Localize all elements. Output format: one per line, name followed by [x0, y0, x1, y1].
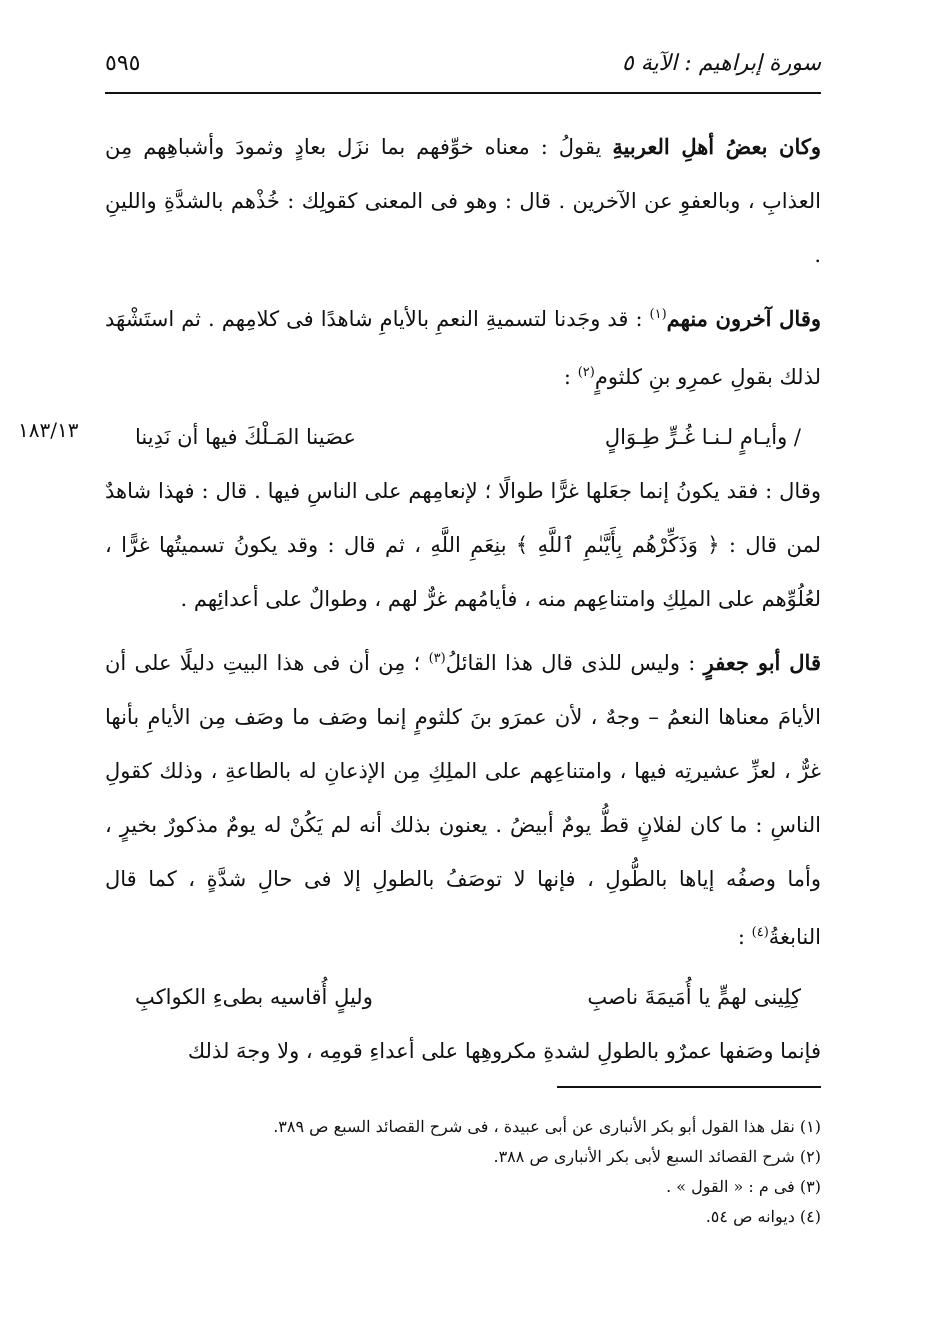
paragraph-5: فإنما وصَفها عمرٌو بالطولِ لشدةِ مكروهِها على أعداءِ قومِه ، ولا وجهَ لذلك	[187, 1039, 821, 1063]
verse-2-second-hemistich: وليلٍ أُقاسيه بطىءِ الكواكبِ	[135, 985, 373, 1009]
paragraph-1-text: يقولُ : معناه خوِّفهم بما نزَل بعادٍ وثمودَ وأشباهِهم مِن العذابِ ، وبالعفوِ عن الآخرين . قال : وهو فى المعنى كقولِك : خُذْهم بالشدَّةِ واللينِ .	[105, 135, 821, 267]
footnote-2: (٢) شرح القصائد السبع لأبى بكر الأنبارى ص ٣٨٨.	[493, 1147, 821, 1166]
verse-1-first-hemistich: / وأيـامٍ لـنـا غُـرٍّ طِـوَالٍ	[604, 425, 801, 449]
margin-reference: ١٨٣/١٣	[18, 418, 79, 442]
verse-2-first-hemistich: كِلِينى لهمٍّ يا أُمَيمَةَ ناصبِ	[587, 985, 801, 1009]
page-header	[105, 40, 821, 86]
paragraph-3: وقال : فقد يكونُ إنما جعَلها غرًّا طوالًا ؛ لإنعامِهم على الناسِ فيها . قال : فهذا شاهدٌ لمن قال : ﴿ وَذَكِّرْهُم بِأَيَّىٰمِ ٱللَّهِ ﴾ بنِعَمِ اللَّهِ ، ثم قال : وقد يكونُ تسميتُها غرًّا ، لعُلُوِّهم على الملِكِ وامتناعِهم منه ، فأيامُهم غرٌّ لهم ، وطوالٌ على أعدائِهم .	[105, 479, 821, 611]
paragraph-4-text-a: : وليس للذى قال هذا القائلُ	[445, 651, 704, 675]
paragraph-2	[105, 288, 821, 404]
footnote-4: (٤) ديوانه ص ٥٤.	[705, 1207, 821, 1226]
paragraph-1-lead: وكان بعضُ أهلِ العربيةِ	[612, 134, 821, 159]
footnote-3: (٣) فى م : « القول » .	[666, 1177, 821, 1196]
footnote-rule	[557, 1086, 821, 1088]
verse-1-second-hemistich: عصَينا المَـلْكَ فيها أن نَدِينا	[135, 425, 356, 449]
verse-2	[105, 970, 821, 1024]
footnote-ref-4: (٤)	[751, 925, 769, 940]
footnote-ref-3: (٣)	[428, 651, 446, 666]
paragraph-4-text-b: ؛ مِن أن فى هذا البيتِ دليلًا على أن الأيامَ معناها النعمُ – وجهٌ ، لأن عمرَو بنَ كلثومٍ إنما وصَف ما وصَف مِن الأيامِ بأنها غرٌّ ، لعزِّ عشيرتِه فيها ، وامتناعِهم على الملِكِ مِن الإذعانِ له بالطاعةِ ، وذلك كقولِ الناسِ : ما كان لفلانٍ قطُّ يومٌ أبيضُ . يعنون بذلك أنه لم يَكُنْ له يومٌ مذكورٌ بخيرٍ ، وأما وصفُه إياها بالطُّولِ ، فإنها لا توصَفُ بالطولِ إلا فى حالِ شدَّةٍ ، كما قال النابغةُ	[105, 651, 821, 949]
verse-1	[105, 410, 821, 464]
footnotes	[105, 1112, 821, 1232]
page-number: ٥٩٥	[105, 50, 141, 76]
footnote-1: (١) نقل هذا القول أبو بكر الأنبارى عن أبى عبيدة ، فى شرح القصائد السبع ص ٣٨٩.	[273, 1117, 821, 1136]
footnote-ref-1: (١)	[649, 307, 667, 322]
header-rule	[105, 92, 821, 94]
body-text	[105, 120, 821, 1084]
paragraph-1	[105, 120, 821, 282]
paragraph-2-text-b: :	[563, 365, 578, 389]
paragraph-4-text-c: :	[737, 925, 752, 949]
footnote-ref-2: (٢)	[577, 365, 595, 380]
paragraph-4	[105, 632, 821, 964]
running-title: سورة إبراهيم : الآية ٥	[621, 50, 821, 76]
paragraph-2-text-a: : قد وجَدنا لتسميةِ النعمِ بالأيامِ شاهدًا فى كلامِهم . ثم استَشْهَد لذلك بقولِ عمرِو بنِ كلثومٍ	[105, 307, 821, 389]
paragraph-2-lead: وقال آخرون منهم	[666, 306, 821, 331]
paragraph-4-lead: قال أبو جعفرٍ	[703, 650, 821, 675]
